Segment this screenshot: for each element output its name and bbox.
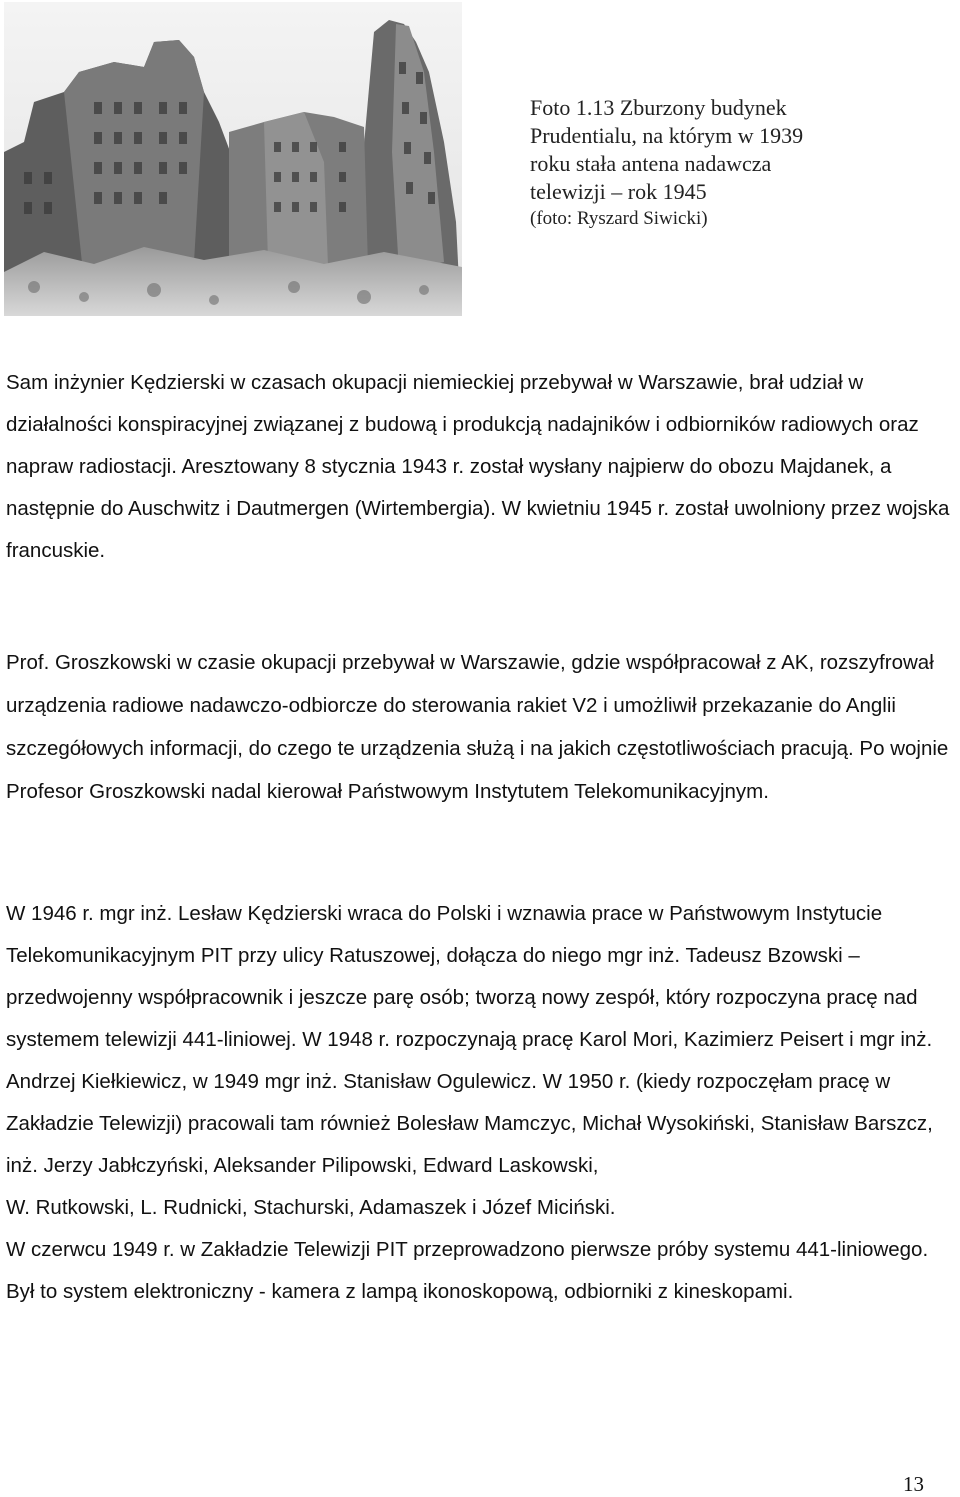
ruined-building-photo xyxy=(4,2,462,316)
paragraph-pit-team xyxy=(6,893,956,1313)
paragraph-groszkowski xyxy=(6,641,956,813)
caption-line: Prudentialu, na którym w 1939 xyxy=(530,123,804,148)
photo-credit: (foto: Ryszard Siwicki) xyxy=(530,208,708,229)
figure-caption xyxy=(530,94,860,232)
paragraph-text: W 1946 r. mgr inż. Lesław Kędzierski wraca do Polski i wznawia prace w Państwowym Instytucie Telekomunikacyjnym PIT przy ulicy Ratuszowej, dołącza do niego mgr inż. Tadeusz Bzowski – przedwojenny współpracownik i jeszcze parę osób; tworzą nowy zespół, który rozpoczyna pracę nad systemem telewizji 441-liniowej. W 1948 r. rozpoczynają pracę Karol Mori, Kazimierz Peisert i mgr inż. Andrzej Kiełkiewicz, w 1949 mgr inż. Stanisław Ogulewicz. W 1950 r. (kiedy rozpoczęłam pracę w Zakładzie Telewizji) pracowali tam również Bolesław Mamczyc, Michał Wysokiński, Stanisław Barszcz, inż. Jerzy Jabłczyński, Aleksander Pilipowski, Edward Laskowski, xyxy=(6,902,933,1177)
paragraph-text: Sam inżynier Kędzierski w czasach okupacji niemieckiej przebywał w Warszawie, brał udział w działalności konspiracyjnej związanej z budową i produkcją nadajników i odbiorników radiowych oraz napraw radiostacji. Aresztowany 8 stycznia 1943 r. został wysłany najpierw do obozu Majdanek, a następnie do Auschwitz i Dautmergen (Wirtembergia). W kwietniu 1945 r. został uwolniony przez wojska francuskie. xyxy=(6,371,950,562)
paragraph-kedzierski-occupation xyxy=(6,362,956,572)
paragraph-text: W czerwcu 1949 r. w Zakładzie Telewizji PIT przeprowadzono pierwsze próby systemu 441-liniowego. Był to system elektroniczny - kamera z lampą ikonoskopową, odbiorniki z kineskopami. xyxy=(6,1238,929,1303)
page-number: 13 xyxy=(903,1472,924,1496)
paragraph-text: W. Rutkowski, L. Rudnicki, Stachurski, Adamaszek i Józef Miciński. xyxy=(6,1196,616,1219)
caption-line: telewizji – rok 1945 xyxy=(530,179,707,204)
paragraph-text: Prof. Groszkowski w czasie okupacji przebywał w Warszawie, gdzie współpracował z AK, rozszyfrował urządzenia radiowe nadawczo-odbiorcze do sterowania rakiet V2 i umożliwił przekazanie do Anglii szczegółowych informacji, do czego te urządzenia służą i na jakich częstotliwościach pracują. Po wojnie Profesor Groszkowski nadal kierował Państwowym Instytutem Telekomunikacyjnym. xyxy=(6,651,949,803)
caption-line: roku stała antena nadawcza xyxy=(530,151,772,176)
caption-line: Foto 1.13 Zburzony budynek xyxy=(530,95,787,120)
